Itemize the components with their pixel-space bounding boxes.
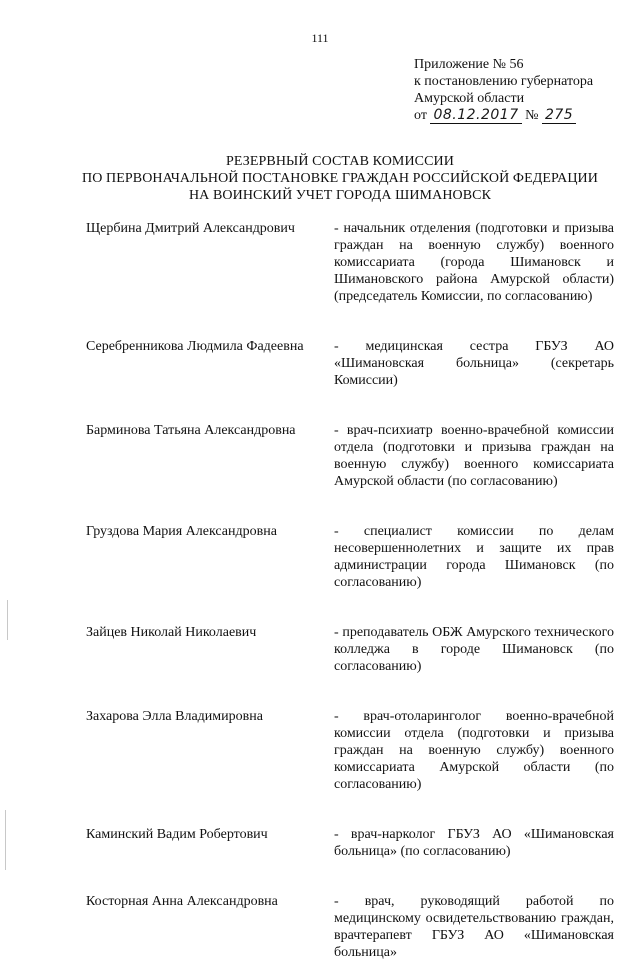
member-role: - специалист комиссии по делам несовершеннолетних и защите их прав администрации города Шимановск (по согласованию) [334, 524, 614, 590]
member-row [86, 624, 616, 675]
member-name: Серебренникова Людмила Фадеевна [86, 339, 304, 354]
appendix-decree-ref: к постановлению губернатора [414, 74, 594, 89]
member-name: Барминова Татьяна Александровна [86, 423, 296, 438]
member-row [86, 338, 616, 389]
member-role: - медицинская сестра ГБУЗ АО «Шимановская больница» (секретарь Комиссии) [334, 339, 614, 388]
member-row [86, 523, 616, 591]
member-name: Груздова Мария Александровна [86, 524, 277, 539]
appendix-number-label: № [525, 108, 539, 123]
scan-edge-mark [7, 600, 8, 640]
member-row [86, 220, 616, 305]
page-number: 111 [311, 31, 329, 45]
appendix-from-label: от [414, 108, 427, 123]
appendix-header [414, 56, 634, 124]
member-row [86, 708, 616, 793]
document-title [60, 153, 620, 204]
member-row [86, 826, 616, 860]
member-role: - врач, руководящий работой по медицинскому освидетельствованию граждан, врачтерапевт ГБУЗ АО «Шимановская больница» [334, 894, 614, 960]
member-row [86, 893, 616, 961]
appendix-date-line [414, 107, 634, 124]
member-role: - врач-психиатр военно-врачебной комиссии отдела (подготовки и призыва граждан на военную службу) военного комиссариата Амурской области (по согласованию) [334, 423, 614, 489]
title-line-1: РЕЗЕРВНЫЙ СОСТАВ КОМИССИИ [226, 154, 454, 169]
member-role: - начальник отделения (подготовки и призыва граждан на военную службу) военного комиссариата (города Шимановск и Шимановского района Амурской области) (председатель Комиссии, по согласованию) [334, 221, 614, 304]
member-list [86, 220, 616, 961]
appendix-region: Амурской области [414, 91, 525, 106]
member-name: Захарова Элла Владимировна [86, 709, 263, 724]
member-role: - врач-отоларинголог военно-врачебной комиссии отдела (подготовки и призыва граждан на военную службу) военного комиссариата Амурской области (по согласованию) [334, 709, 614, 792]
member-role: - врач-нарколог ГБУЗ АО «Шимановская больница» (по согласованию) [334, 827, 614, 859]
appendix-date: 08.12.2017 [430, 108, 521, 124]
title-line-3: НА ВОИНСКИЙ УЧЕТ ГОРОДА ШИМАНОВСК [188, 188, 492, 203]
member-name: Щербина Дмитрий Александрович [86, 221, 295, 236]
appendix-number: Приложение № 56 [414, 57, 524, 72]
scan-edge-mark [5, 810, 6, 870]
member-name: Каминский Вадим Робертович [86, 827, 268, 842]
member-name: Зайцев Николай Николаевич [86, 625, 257, 640]
member-row [86, 422, 616, 490]
title-line-2: ПО ПЕРВОНАЧАЛЬНОЙ ПОСТАНОВКЕ ГРАЖДАН РОССИЙСКОЙ ФЕДЕРАЦИИ [82, 171, 598, 186]
appendix-decree-number: 275 [542, 108, 576, 124]
member-role: - преподаватель ОБЖ Амурского технического колледжа в городе Шимановск (по согласованию) [334, 625, 614, 674]
member-name: Косторная Анна Александровна [86, 894, 278, 909]
